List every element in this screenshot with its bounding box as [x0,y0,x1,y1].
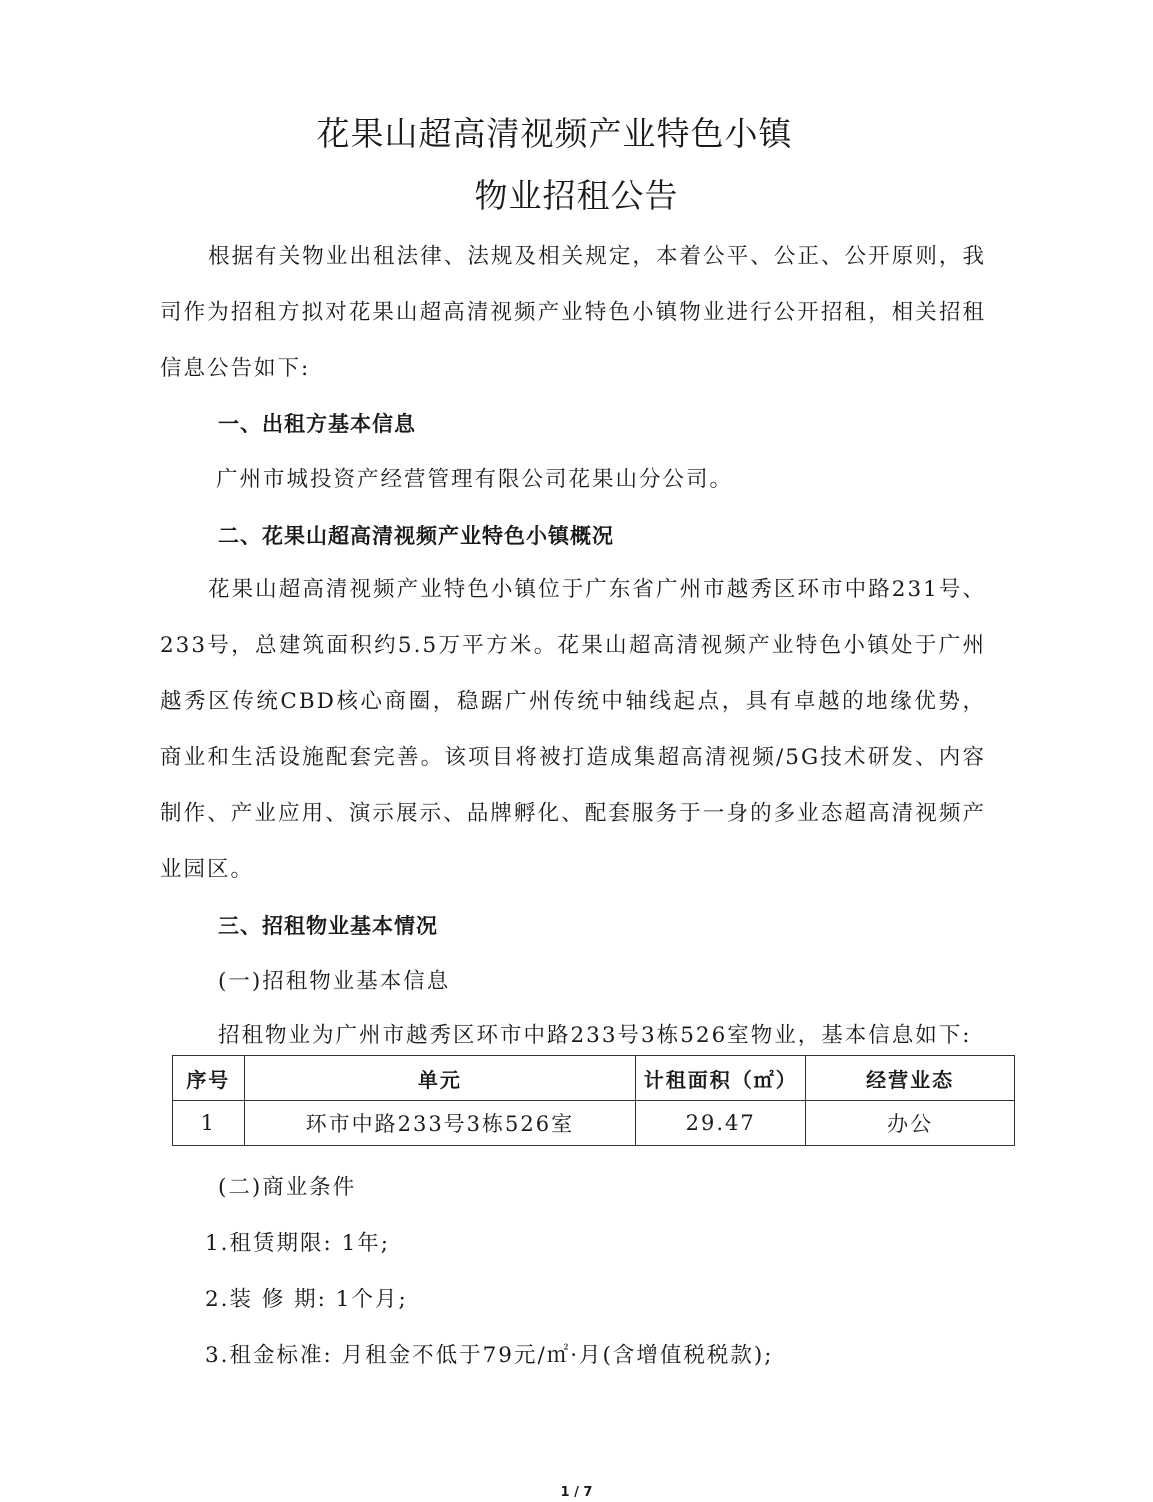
section-3-heading: 三、招租物业基本情况 [218,914,438,938]
table-header-row [173,1056,1015,1101]
list-item: 2.装 修 期: 1个月; [205,1287,408,1312]
table-cell: 环市中路233号3栋526室 [244,1101,635,1146]
subsection-1-body: 招租物业为广州市越秀区环市中路233号3栋526室物业，基本信息如下: [218,1023,972,1048]
section-2-heading: 二、花果山超高清视频产业特色小镇概况 [218,524,614,548]
table-header-cell: 经营业态 [806,1056,1015,1101]
property-table [172,1055,1015,1146]
table-cell: 1 [173,1101,245,1146]
page-number: 1 / 7 [560,1485,593,1500]
table-header-cell: 单元 [244,1056,635,1101]
list-item: 1.租赁期限: 1年; [205,1231,391,1256]
section-2-body: 花果山超高清视频产业特色小镇位于广东省广州市越秀区环市中路231号、233号，总建筑面积约5.5万平方米。花果山超高清视频产业特色小镇处于广州越秀区传统CBD核心商圈，稳踞广州传统中轴线起点，具有卓越的地缘优势，商业和生活设施配套完善。该项目将被打造成集超高清视频/5G技术研发、内容制作、产业应用、演示展示、品牌孵化、配套服务于一身的多业态超高清视频产业园区。 [160,577,986,882]
table-header-cell: 计租面积（㎡） [636,1056,806,1101]
section-1-heading: 一、出租方基本信息 [218,412,416,436]
document-subtitle: 物业招租公告 [474,176,679,215]
subsection-1-heading: (一)招租物业基本信息 [218,969,451,994]
table-row [173,1101,1015,1146]
table-cell: 29.47 [636,1101,806,1146]
document-title: 花果山超高清视频产业特色小镇 [316,114,793,153]
table-header-cell: 序号 [173,1056,245,1101]
table-cell: 办公 [806,1101,1015,1146]
subsection-2-heading: (二)商业条件 [218,1175,357,1200]
list-item: 3.租金标准: 月租金不低于79元/㎡·月(含增值税税款); [205,1343,774,1368]
intro-paragraph: 根据有关物业出租法律、法规及相关规定，本着公平、公正、公开原则，我司作为招租方拟对花果山超高清视频产业特色小镇物业进行公开招租，相关招租信息公告如下: [160,244,986,381]
section-1-body: 广州市城投资产经营管理有限公司花果山分公司。 [216,467,734,492]
